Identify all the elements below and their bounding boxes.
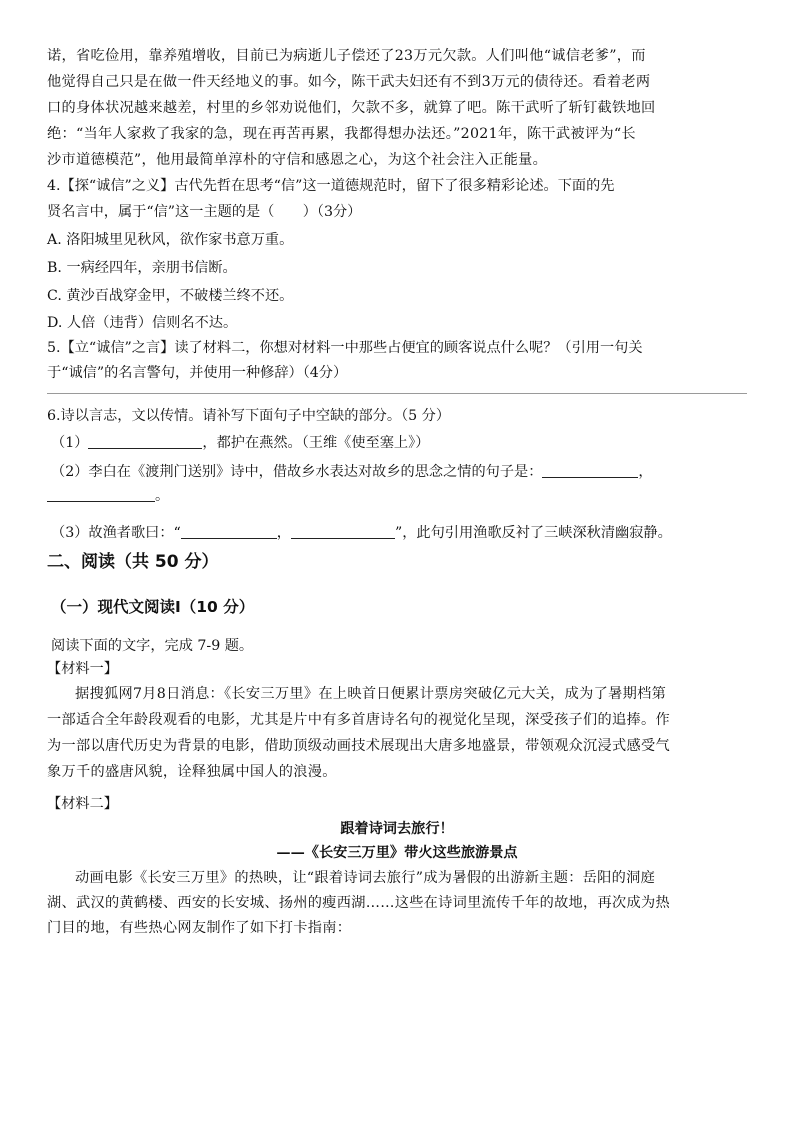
q6-s2-end: 。 — [155, 488, 170, 504]
question-5-line-1: 5.【立“诚信”之言】读了材料二，你想对材料一中那些占便宜的顾客说点什么呢？（引用一句关 — [47, 340, 643, 356]
question-4-option-b: B. 一病经四年，亲朋书信断。 — [47, 260, 237, 276]
section-2-subtitle: （一）现代文阅读Ⅰ（10 分） — [51, 598, 255, 616]
q6-s2-blank-1[interactable] — [542, 463, 638, 478]
material-1-line-4: 象万千的盛唐风貌，诠释独属中国人的浪漫。 — [47, 764, 337, 780]
q6-s3-blank-1[interactable] — [181, 524, 277, 539]
question-5-line-2: 于“诚信”的名言警句，并使用一种修辞）（4分） — [47, 365, 348, 381]
material-one-end-line-3: 口的身体状况越来越差，村里的乡邻劝说他们，欠款不多，就算了吧。陈干武听了斩钉截铁地回 — [47, 100, 656, 116]
material-1-line-3: 为一部以唐代历史为背景的电影，借助顶级动画技术展现出大唐多地盛景，带领观众沉浸式感受气 — [47, 738, 670, 754]
material-one-end-line-2: 他觉得自己只是在做一件天经地义的事。如今，陈干武夫妇还有不到3万元的债待还。看着老两 — [47, 74, 651, 90]
material-1-label: 【材料一】 — [47, 661, 118, 677]
answer-line — [47, 393, 747, 394]
material-one-end-line-4: 绝：“当年人家救了我家的急，现在再苦再累，我都得想办法还。”2021年，陈干武被评为“长 — [47, 126, 636, 142]
reading-instruction: 阅读下面的文字，完成 7-9 题。 — [51, 638, 254, 654]
section-2-title: 二、阅读（共 50 分） — [47, 552, 219, 572]
q6-s3-comma: ， — [276, 525, 291, 541]
question-4-option-a: A. 洛阳城里见秋风，欲作家书意万重。 — [47, 232, 294, 248]
question-4-option-d: D. 人倍（违背）信则名不达。 — [47, 315, 238, 331]
question-4-line-2: 贤名言中，属于“信”这一主题的是（ ）（3分） — [47, 204, 362, 220]
question-6-sentence-3 — [51, 523, 672, 543]
material-2-label: 【材料二】 — [47, 796, 118, 812]
question-6-sentence-2 — [51, 462, 653, 482]
material-2-line-3: 门目的地，有些热心网友制作了如下打卡指南： — [47, 920, 352, 936]
q6-s1-blank[interactable] — [88, 434, 202, 449]
q6-s2-blank-2[interactable] — [47, 487, 155, 502]
material-1-line-1: 据搜狐网7月8日消息：《长安三万里》在上映首日便累计票房突破亿元大关，成为了暑期档第 — [75, 686, 667, 702]
q6-s1-suffix: ，都护在燕然。（王维《使至塞上》） — [202, 435, 430, 451]
material-2-subtitle: ——《长安三万里》带火这些旅游景点 — [276, 845, 518, 861]
q6-s3-suffix: ”，此句引用渔歌反衬了三峡深秋清幽寂静。 — [394, 525, 672, 541]
material-2-line-2: 湖、武汉的黄鹤楼、西安的长安城、扬州的瘦西湖……这些在诗词里流传千年的故地，再次成为热 — [47, 895, 670, 911]
material-2-title: 跟着诗词去旅行！ — [340, 821, 454, 837]
question-6-sentence-1 — [51, 433, 429, 453]
question-6-sentence-2-cont — [47, 486, 169, 506]
q6-s3-prefix: （3）故渔者歌曰：“ — [51, 525, 181, 541]
material-one-end-line-1: 诺，省吃俭用，靠养殖增收，目前已为病逝儿子偿还了23万元欠款。人们叫他“诚信老爹”，而 — [47, 48, 646, 64]
question-4-option-c: C. 黄沙百战穿金甲，不破楼兰终不还。 — [47, 288, 294, 304]
q6-s2-text: （2）李白在《渡荆门送别》诗中，借故乡水表达对故乡的思念之情的句子是： — [51, 464, 543, 480]
q6-s3-blank-2[interactable] — [291, 524, 395, 539]
material-1-line-2: 一部适合全年龄段观看的电影，尤其是片中有多首唐诗名句的视觉化呈现，深受孩子们的追捧。作 — [47, 712, 670, 728]
material-one-end-line-5: 沙市道德模范”，他用最简单淳朴的守信和感恩之心，为这个社会注入正能量。 — [47, 152, 548, 168]
q6-s1-prefix: （1） — [51, 435, 89, 451]
question-6-intro: 6.诗以言志，文以传情。请补写下面句子中空缺的部分。（5 分） — [47, 408, 451, 424]
material-2-line-1: 动画电影《长安三万里》的热映，让“跟着诗词去旅行”成为暑假的出游新主题：岳阳的洞庭 — [75, 870, 656, 886]
q6-s2-comma: ， — [638, 464, 653, 480]
question-4-line-1: 4.【探“诚信”之义】古代先哲在思考“信”这一道德规范时，留下了很多精彩论述。下面的先 — [47, 178, 615, 194]
